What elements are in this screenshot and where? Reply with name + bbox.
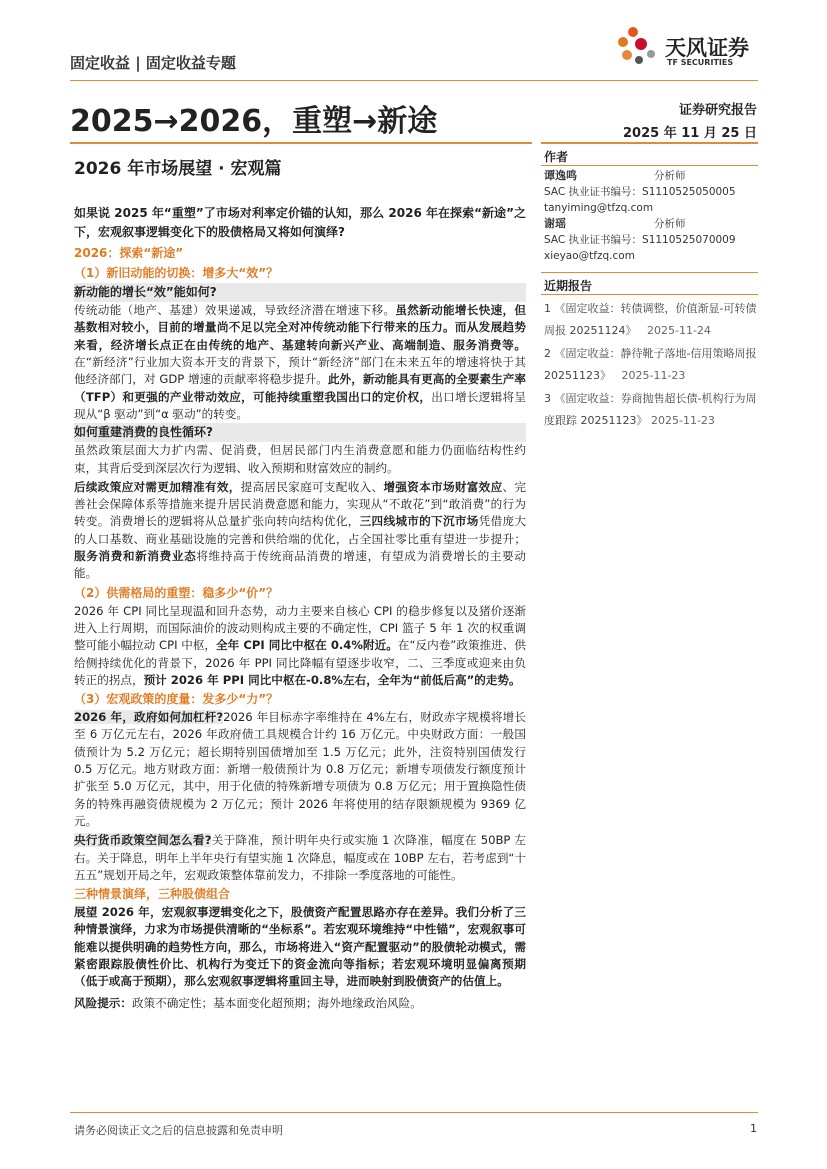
main-content [74, 204, 526, 1012]
body-paragraph: 后续政策应对需更加精准有效，提高居民家庭可支配收入、增强资本市场财富效应、完善社会保障体系等措施来提升居民消费意愿和能力，实现从“不敢花”到“敢消费”的行为转变。消费增长的逻辑将从总量扩张向转向结构优化，三四线城市的下沉市场凭借庞大的人口基数、商业基础设施的完善和供给端的优化，占全国社零比重有望进一步提升；服务消费和新消费业态将维持高于传统商品消费的增速，有望成为消费增长的主要动能。 [74, 479, 526, 581]
recent-heading: 近期报告 [544, 279, 593, 293]
recent-report-link[interactable]: 1 《固定收益：转债调整，价值渐显-可转债周报 20251124》 2025-11-24 [544, 302, 757, 337]
recent-rule [541, 294, 758, 295]
recent-report-link[interactable]: 3 《固定收益：券商抛售超长债-机构行为周度跟踪 20251123》 2025-11-23 [544, 392, 757, 427]
authors-rule [541, 165, 758, 166]
author-role: 分析师 [654, 170, 686, 182]
recent-reports-list [544, 298, 758, 433]
logo-name-en: TF SECURITIES [667, 58, 734, 67]
body-paragraph: 央行货币政策空间怎么看?关于降准，预计明年央行或实施 1 次降准，幅度在 50BP 左右。关于降息，明年上半年央行有望实施 1 次降息，幅度或在 10BP 左右，若考虑到“十五五”规划开局之年，宏观政策整体靠前发力，不排除一季度落地的可能性。 [74, 833, 527, 882]
author-name: 谭逸鸣 [544, 169, 577, 182]
body-paragraph: 虽然政策层面大力扩内需、促消费，但居民部门内生消费意愿和能力仍面临结构性约束，其背后受到深层次行为逻辑、收入预期和财富效应的制约。 [74, 443, 526, 475]
author-cert: SAC 执业证书编号：S1110525050005 [544, 186, 736, 198]
page-number: 1 [750, 1122, 757, 1135]
tf-logo-icon [611, 22, 661, 72]
section-heading: 2026：探索“新途” [74, 246, 184, 261]
logo-name-cn: 天风证券 [665, 36, 749, 60]
company-logo [611, 22, 761, 72]
risk-note: 风险提示：政策不确定性；基本面变化超预期；海外地缘政治风险。 [74, 995, 422, 1010]
report-date: 2025 年 11 月 25 日 [623, 126, 757, 141]
author-block [544, 168, 758, 216]
author-email[interactable]: xieyao@tfzq.com [544, 250, 635, 262]
author-email[interactable]: tanyiming@tfzq.com [544, 202, 654, 214]
section-heading: （3）宏观政策的度量：发多少“力”？ [74, 692, 279, 707]
question-heading: 如何重建消费的良性循环? [74, 423, 526, 442]
question-heading: 新动能的增长“效”能如何? [74, 283, 526, 302]
author-block [544, 216, 758, 264]
author-name: 谢瑶 [544, 217, 566, 230]
section-heading: 三种情景演绎，三种股债组合 [74, 887, 231, 902]
body-paragraph: 传统动能（地产、基建）效果递减，导致经济潜在增速下移。虽然新动能增长快速，但基数相对较小，目前的增量尚不足以完全对冲传统动能下行带来的压力。而从发展趋势来看，经济增长点正在由传统的地产、基建转向新兴产业、高端制造、服务消费等。在“新经济”行业加大资本开支的背景下，预计“新经济”部门在未来五年的增速将快于其他经济部门，对 GDP 增速的贡献率将稳步提升。此外，新动能具有更高的全要素生产率（TFP）和更强的产业带动效应，可能持续重塑我国出口的定价权，出口增长逻辑将呈现从“β 驱动”到“α 驱动”的转变。 [74, 303, 526, 421]
recent-top-rule [541, 272, 758, 273]
body-paragraph: 2026 年 CPI 同比呈现温和回升态势，动力主要来自核心 CPI 的稳步修复以及猪价逐渐进入上行周期，而国际油价的波动则构成主要的不确定性，CPI 篮子 5 年 1 次的权重调整可能小幅拉动 CPI 中枢，全年 CPI 同比中枢在 0.4%附近。在“反内卷”政策推进、供给侧持续优化的背景下，2026 年 PPI 同比降幅有望逐步收窄，二、三季度或迎来由负转正的拐点，预计 2026 年 PPI 同比中枢在-0.8%左右，全年为“前低后高”的走势。 [74, 603, 526, 687]
header-rule [70, 80, 758, 81]
report-category: 固定收益 | 固定收益专题 [70, 54, 236, 72]
body-paragraph: 展望 2026 年，宏观叙事逻辑变化之下，股债资产配置思路亦存在差异。我们分析了三种情景演绎，力求为市场提供清晰的“坐标系”。若宏观环境维持“中性锚”，宏观叙事可能难以提供明确的趋势性方向，那么，市场将进入“资产配置驱动”的股债轮动模式，需紧密跟踪股债性价比、机构行为变迁下的资金流向等指标；若宏观环境明显偏离预期（低于或高于预期），那么宏观叙事逻辑将重回主导，进而映射到股债资产的估值上。 [74, 905, 526, 989]
sidebar-rule [541, 142, 758, 144]
section-heading: （1）新旧动能的切换：增多大“效”？ [74, 266, 279, 281]
footer-disclaimer: 请务必阅读正文之后的信息披露和免责申明 [74, 1124, 283, 1137]
footer-rule [70, 1112, 758, 1113]
lead-paragraph: 如果说 2025 年“重塑”了市场对利率定价锚的认知，那么 2026 年在探索“新途”之下，宏观叙事逻辑变化下的股债格局又将如何演绎? [74, 206, 526, 239]
page-title: 2025→2026，重塑→新途 [70, 104, 438, 139]
author-cert: SAC 执业证书编号：S1110525070009 [544, 234, 736, 246]
section-heading: （2）供需格局的重塑：稳多少“价”？ [74, 585, 279, 600]
report-type: 证券研究报告 [678, 103, 757, 118]
body-paragraph: 2026 年，政府如何加杠杆?2026 年目标赤字率维持在 4%左右，财政赤字规模将增长至 6 万亿元左右，2026 年政府债工具规模合计约 16 万亿元。中央财政方面：一般国债预计为 5.2 万亿元；超长期特别国债增加至 1.5 万亿元；此外，注资特别国债发行 0.5 万亿元。地方财政方面：新增一般债预计为 0.8 万亿元；新增专项债发行额度预计扩张至 5.0 万亿元，其中，用于化债的特殊新增专项债为 0.8 万亿元；用于置换隐性债务的特殊再融资债规模为 2 万亿元；预计 2026 年将使用的结存限额规模为 9369 亿元。 [74, 710, 526, 828]
page-subtitle: 2026 年市场展望 · 宏观篇 [74, 159, 282, 179]
authors-heading: 作者 [544, 150, 569, 164]
title-rule [70, 142, 532, 144]
author-role: 分析师 [654, 218, 686, 230]
recent-report-link[interactable]: 2 《固定收益：静待靴子落地-信用策略周报 20251123》 2025-11-23 [544, 347, 757, 382]
